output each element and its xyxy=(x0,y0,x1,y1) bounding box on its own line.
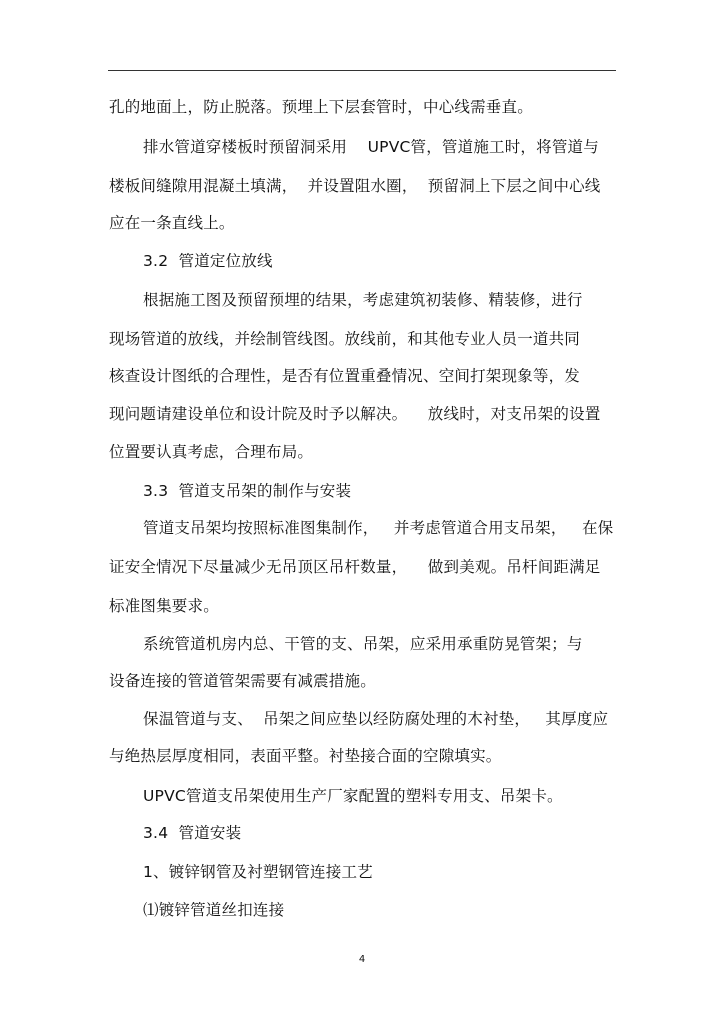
header-rule xyxy=(108,70,616,71)
subsection-heading: ⑴镀锌管道丝扣连接 xyxy=(143,901,285,919)
text-line: 位置要认真考虑，合理布局。 xyxy=(109,443,314,461)
section-heading: 3.4 管道安装 xyxy=(143,824,242,842)
text-line: 孔的地面上，防止脱落。预埋上下层套管时，中心线需垂直。 xyxy=(109,98,533,116)
text-line: 证安全情况下尽量减少无吊顶区吊杆数量， 做到美观。吊杆间距满足 xyxy=(109,558,601,576)
section-heading: 3.3 管道支吊架的制作与安装 xyxy=(143,482,352,500)
text-line: 楼板间缝隙用混凝土填满， 并设置阻水圈， 预留洞上下层之间中心线 xyxy=(109,177,601,195)
text-line: 系统管道机房内总、干管的支、吊架，应采用承重防晃管架；与 xyxy=(143,635,583,653)
text-line: 现问题请建设单位和设计院及时予以解决。 放线时，对支吊架的设置 xyxy=(109,405,601,423)
subsection-heading: 1、镀锌钢管及衬塑钢管连接工艺 xyxy=(143,863,373,881)
section-heading: 3.2 管道定位放线 xyxy=(143,252,273,270)
text-line: 设备连接的管道管架需要有减震措施。 xyxy=(109,672,376,690)
text-line: UPVC管道支吊架使用生产厂家配置的塑料专用支、吊架卡。 xyxy=(143,787,563,805)
text-line: 现场管道的放线，并绘制管线图。放线前，和其他专业人员一道共同 xyxy=(109,330,581,348)
text-line: 排水管道穿楼板时预留洞采用 UPVC管，管道施工时，将管道与 xyxy=(143,138,599,156)
text-line: 应在一条直线上。 xyxy=(109,214,235,232)
text-line: 与绝热层厚度相同，表面平整。衬垫接合面的空隙填实。 xyxy=(109,747,502,765)
text-line: 根据施工图及预留预埋的结果，考虑建筑初装修、精装修，进行 xyxy=(143,291,583,309)
text-line: 管道支吊架均按照标准图集制作， 并考虑管道合用支吊架， 在保 xyxy=(143,519,614,537)
page-number: 4 xyxy=(358,954,366,965)
text-line: 保温管道与支、 吊架之间应垫以经防腐处理的木衬垫， 其厚度应 xyxy=(143,710,609,728)
text-line: 核查设计图纸的合理性，是否有位置重叠情况、空间打架现象等，发 xyxy=(109,367,581,385)
text-line: 标准图集要求。 xyxy=(109,597,219,615)
